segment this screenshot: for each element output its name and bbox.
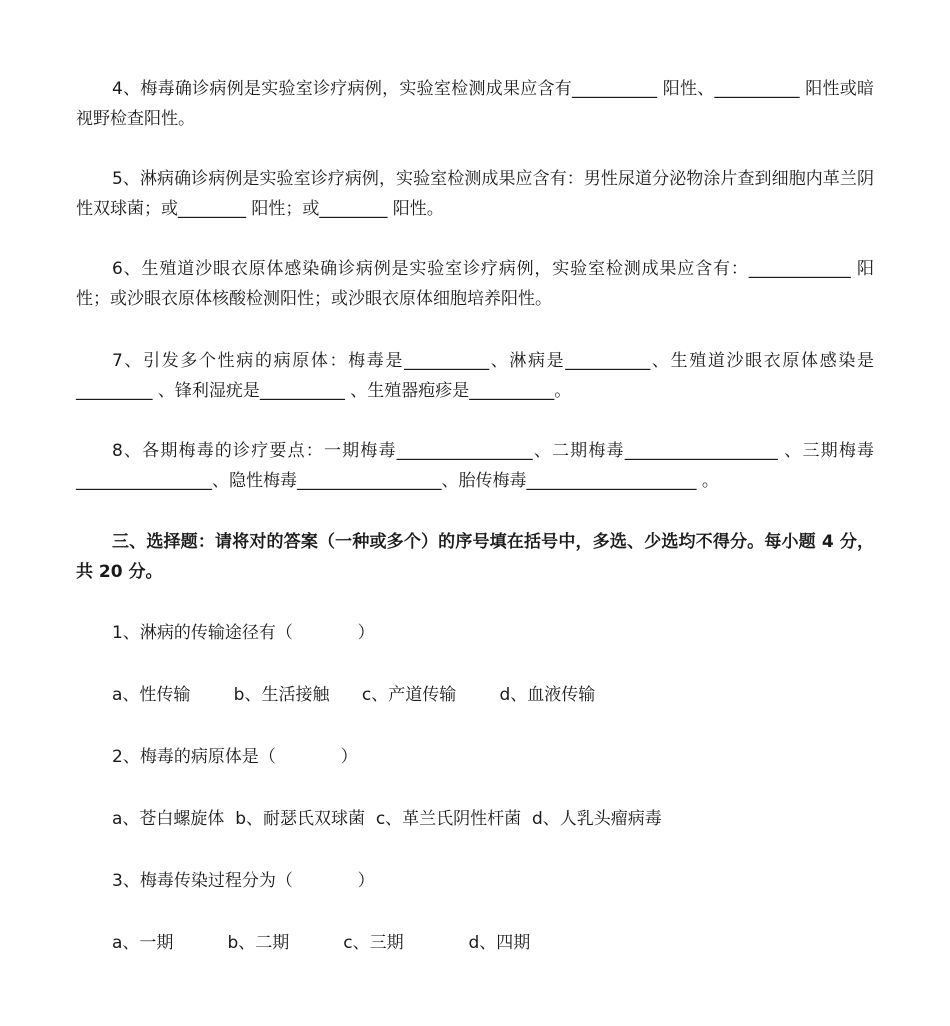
choice-question-2-options: a、苍白螺旋体 b、耐瑟氏双球菌 c、革兰氏阴性杆菌 d、人乳头瘤病毒 [112, 809, 662, 829]
choice-question-3-stem: 3、梅毒传染过程分为（ ） [112, 871, 375, 891]
choice-question-2-stem: 2、梅毒的病原体是（ ） [112, 747, 358, 767]
fill-question-4: 4、梅毒确诊病例是实验室诊疗病例，实验室检测成果应含有__________ 阳性、__________ 阳性或暗视野检查阳性。 [76, 79, 874, 129]
fill-question-7: 7、引发多个性病的病原体：梅毒是__________、淋病是__________、生殖道沙眼衣原体感染是_________ 、锋利湿疣是__________ 、生殖器疱疹是__________。 [76, 351, 874, 401]
section-three-heading: 三、选择题：请将对的答案（一种或多个）的序号填在括号中，多选、少选均不得分。每小题 4 分，共 20 分。 [76, 532, 874, 582]
choice-question-1-stem: 1、淋病的传输途径有（ ） [112, 623, 375, 643]
choice-question-3-options: a、一期 b、二期 c、三期 d、四期 [112, 933, 531, 953]
fill-question-8: 8、各期梅毒的诊疗要点：一期梅毒________________、二期梅毒__________________ 、三期梅毒 ________________、隐性梅毒_________________、胎传梅毒____________________ 。 [76, 441, 874, 491]
fill-question-6: 6、生殖道沙眼衣原体感染确诊病例是实验室诊疗病例，实验室检测成果应含有：____________ 阳性；或沙眼衣原体核酸检测阳性；或沙眼衣原体细胞培养阳性。 [76, 259, 874, 309]
choice-question-1-options: a、性传输 b、生活接触 c、产道传输 d、血液传输 [112, 685, 596, 705]
fill-question-5: 5、淋病确诊病例是实验室诊疗病例，实验室检测成果应含有：男性尿道分泌物涂片查到细胞内革兰阴性双球菌；或________ 阳性；或________ 阳性。 [76, 169, 874, 219]
